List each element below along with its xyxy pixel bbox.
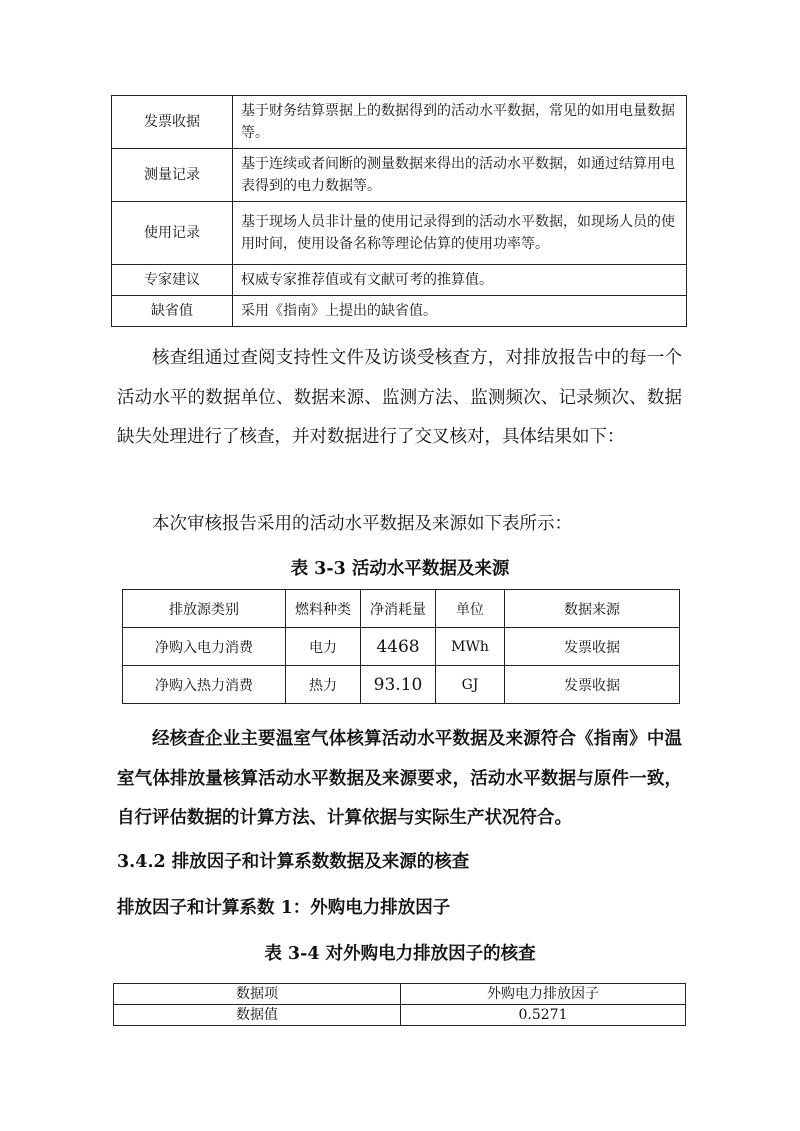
table-3-4-caption: 表 3-4 对外购电力排放因子的核查 (264, 944, 536, 964)
table-row (123, 628, 680, 666)
intro-paragraph: 本次审核报告采用的活动水平数据及来源如下表所示： (152, 514, 572, 534)
source-type-cell: 专家建议 (112, 265, 233, 296)
table-row (112, 149, 687, 202)
source-type-cell: 缺省值 (112, 296, 233, 327)
table-cell: 发票收据 (505, 628, 680, 666)
section-subheading: 排放因子和计算系数 1：外购电力排放因子 (117, 898, 451, 918)
header-cell: 单位 (436, 590, 505, 628)
table-row (123, 666, 680, 704)
table-cell: 发票收据 (505, 666, 680, 704)
table-row (112, 202, 687, 265)
table-cell (361, 666, 436, 704)
consumption-value: 93.10 (373, 674, 423, 695)
header-cell: 净消耗量 (361, 590, 436, 628)
source-desc-cell: 权威专家推荐值或有文献可考的推算值。 (233, 265, 687, 296)
verification-paragraph: 核查组通过查阅支持性文件及访谈受核查方，对排放报告中的每一个活动水平的数据单位、数据来源、监测方法、监测频次、记录频次、数据缺失处理进行了核查，并对数据进行了交叉核对，具体结果如下： (117, 348, 682, 447)
source-type-cell: 发票收据 (112, 96, 233, 149)
table-cell: 热力 (286, 666, 361, 704)
table-cell: MWh (436, 628, 505, 666)
header-cell: 外购电力排放因子 (401, 984, 686, 1005)
header-cell: 燃料种类 (286, 590, 361, 628)
table-row (112, 96, 687, 149)
header-cell: 数据项 (114, 984, 401, 1005)
table-cell: 电力 (286, 628, 361, 666)
source-type-cell: 测量记录 (112, 149, 233, 202)
conclusion-paragraph: 经核查企业主要温室气体核算活动水平数据及来源符合《指南》中温室气体排放量核算活动水平数据及来源要求，活动水平数据与原件一致，自行评估数据的计算方法、计算依据与实际生产状况符合。 (117, 729, 682, 828)
table-cell: 数据值 (114, 1005, 401, 1026)
table-header-row (114, 984, 686, 1005)
table-cell: 0.5271 (401, 1005, 686, 1026)
emission-factor-table (113, 983, 686, 1026)
source-desc-cell: 基于财务结算票据上的数据得到的活动水平数据，常见的如用电量数据等。 (233, 96, 687, 149)
header-cell: 排放源类别 (123, 590, 286, 628)
table-cell: 净购入电力消费 (123, 628, 286, 666)
table-cell: 净购入热力消费 (123, 666, 286, 704)
table-header-row (123, 590, 680, 628)
table-3-3-caption: 表 3-3 活动水平数据及来源 (290, 559, 510, 579)
data-source-type-table (111, 95, 687, 327)
header-cell: 数据来源 (505, 590, 680, 628)
table-cell (361, 628, 436, 666)
table-row (112, 265, 687, 296)
source-desc-cell: 基于现场人员非计量的使用记录得到的活动水平数据，如现场人员的使用时间，使用设备名称等理论估算的使用功率等。 (233, 202, 687, 265)
table-row (114, 1005, 686, 1026)
table-cell: GJ (436, 666, 505, 704)
source-desc-cell: 基于连续或者间断的测量数据来得出的活动水平数据，如通过结算用电表得到的电力数据等。 (233, 149, 687, 202)
consumption-value: 4468 (376, 636, 420, 657)
section-heading: 3.4.2 排放因子和计算系数数据及来源的核查 (117, 852, 470, 872)
table-row (112, 296, 687, 327)
source-desc-cell: 采用《指南》上提出的缺省值。 (233, 296, 687, 327)
activity-data-table (122, 589, 680, 704)
source-type-cell: 使用记录 (112, 202, 233, 265)
